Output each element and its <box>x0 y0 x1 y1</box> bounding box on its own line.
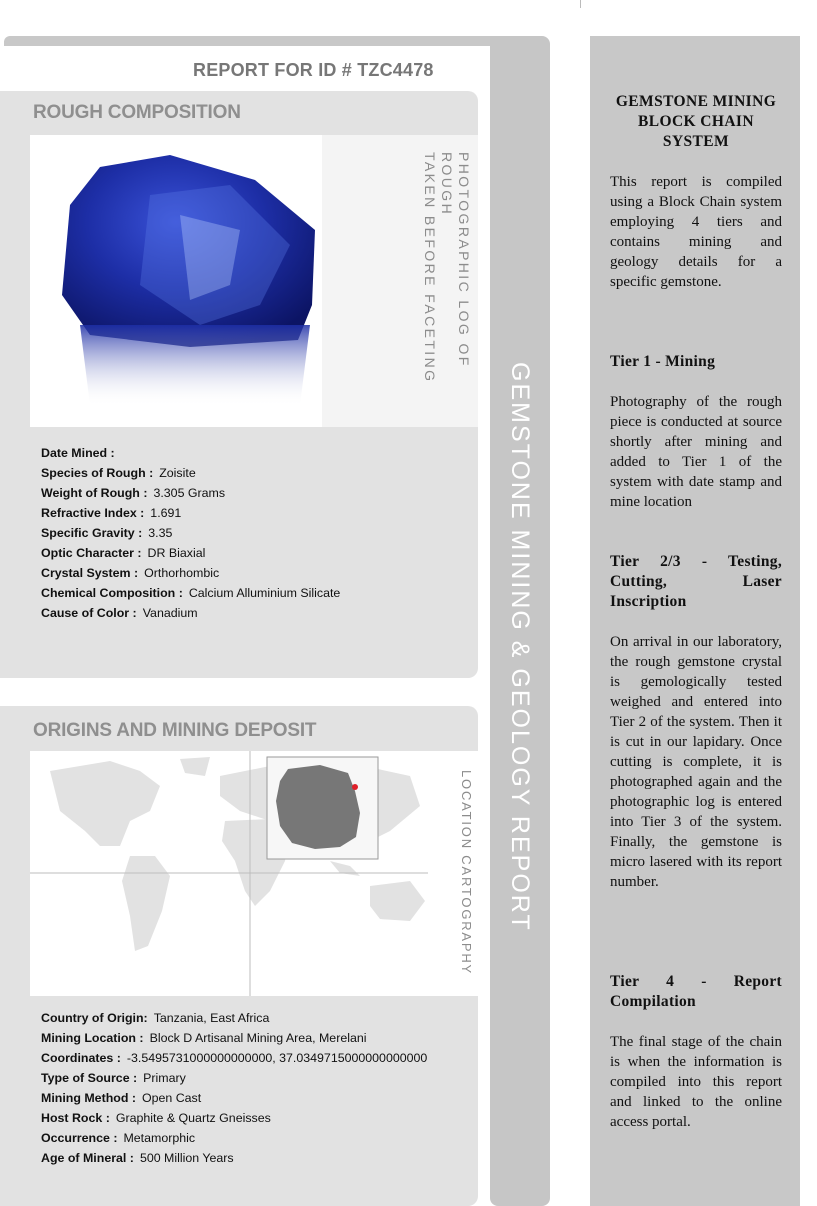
spec-label: Specific Gravity : <box>41 526 143 540</box>
spec-row <box>41 1091 201 1105</box>
spec-label: Occurrence : <box>41 1131 118 1145</box>
spec-value: Vanadium <box>142 606 198 620</box>
origins-title: ORIGINS AND MINING DEPOSIT <box>33 720 317 741</box>
blockchain-sidebar <box>590 36 800 1206</box>
spec-label: Host Rock : <box>41 1111 110 1125</box>
spec-value: 3.35 <box>148 526 173 540</box>
spec-label: Weight of Rough : <box>41 486 148 500</box>
spec-label: Chemical Composition : <box>41 586 183 600</box>
spec-row <box>41 1051 427 1065</box>
spec-value: Zoisite <box>159 466 196 480</box>
spec-label: Country of Origin: <box>41 1011 148 1025</box>
photo-caption-line1: PHOTOGRAPHIC LOG OF ROUGH <box>439 152 472 368</box>
header-bar <box>4 36 544 46</box>
mine-location-marker <box>352 784 358 790</box>
tier23-title: Tier 2/3 - Testing, Cutting, Laser Inscription <box>610 553 782 610</box>
spec-row <box>41 1131 195 1145</box>
spec-value: 3.305 Grams <box>153 486 226 500</box>
report-id: REPORT FOR ID # TZC4478 <box>193 60 434 80</box>
tanzania-inset-shape <box>276 765 360 849</box>
spec-row <box>41 1111 271 1125</box>
spec-row <box>41 606 198 620</box>
rough-photo-caption <box>438 152 472 422</box>
spec-value: Tanzania, East Africa <box>153 1011 270 1025</box>
gem-photo-icon <box>30 135 322 427</box>
tier4-text: The final stage of the chain is when the information is compiled into this report and linked to the online access portal. <box>610 1034 782 1130</box>
map-caption <box>458 770 475 985</box>
top-divider <box>580 0 581 8</box>
map-area <box>30 751 478 996</box>
spec-row <box>41 446 121 460</box>
tier1-title: Tier 1 - Mining <box>610 353 716 370</box>
vertical-report-title: GEMSTONE MINING & GEOLOGY REPORT <box>506 362 534 932</box>
spec-value: Calcium Alluminium Silicate <box>188 586 341 600</box>
spec-label: Crystal System : <box>41 566 139 580</box>
spec-value: -3.5495731000000000000, 37.0349715000000000000 <box>126 1051 428 1065</box>
sidebar-intro: This report is compiled using a Block Chain system employing 4 tiers and contains mining and geology details for a specific gemstone. <box>610 174 782 290</box>
spec-row <box>41 486 225 500</box>
spec-row <box>41 586 340 600</box>
tier23-text: On arrival in our laboratory, the rough gemstone crystal is gemologically tested weighed and entered into Tier 2 of the system. Then it is cut in our lapidary. Once cutting is complete, it is photographed again and the photographic log is entered into Tier 3 of the system. Finally, the gemstone is micro lasered with its report number. <box>610 634 782 890</box>
spec-value: Graphite & Quartz Gneisses <box>115 1111 271 1125</box>
spec-label: Refractive Index : <box>41 506 145 520</box>
spec-value: 500 Million Years <box>139 1151 234 1165</box>
spec-row <box>41 566 219 580</box>
spec-label: Cause of Color : <box>41 606 137 620</box>
spec-label: Mining Method : <box>41 1091 136 1105</box>
spec-label: Coordinates : <box>41 1051 121 1065</box>
spec-row <box>41 466 196 480</box>
spec-row <box>41 1031 367 1045</box>
spec-label: Type of Source : <box>41 1071 138 1085</box>
spec-row <box>41 546 205 560</box>
spec-value: Primary <box>143 1071 186 1085</box>
spec-value: DR Biaxial <box>147 546 206 560</box>
spec-row <box>41 526 172 540</box>
spec-row <box>41 1151 234 1165</box>
spec-label: Date Mined : <box>41 446 115 460</box>
spec-row <box>41 1011 269 1025</box>
rough-composition-title: ROUGH COMPOSITION <box>33 102 241 123</box>
photo-caption-line2: TAKEN BEFORE FACETING <box>422 152 438 384</box>
spec-value: Open Cast <box>141 1091 202 1105</box>
spec-value: Orthorhombic <box>144 566 220 580</box>
spec-value: 1.691 <box>150 506 182 520</box>
spec-row <box>41 1071 186 1085</box>
spec-value: Metamorphic <box>123 1131 196 1145</box>
spec-row <box>41 506 181 520</box>
tier4-title: Tier 4 - Report Compilation <box>610 973 782 1010</box>
tier1-text: Photography of the rough piece is conducted at source shortly after mining and added to Tier 1 of the system with date stamp and mine location <box>610 394 782 510</box>
spec-label: Species of Rough : <box>41 466 154 480</box>
rough-photo-caption-2 <box>421 152 438 422</box>
sidebar-title: GEMSTONE MINING BLOCK CHAIN SYSTEM <box>615 93 777 150</box>
rough-photo-area <box>30 135 478 427</box>
spec-label: Optic Character : <box>41 546 142 560</box>
spec-value: Block D Artisanal Mining Area, Merelani <box>149 1031 367 1045</box>
map-caption-text: LOCATION CARTOGRAPHY <box>459 770 474 976</box>
spec-label: Mining Location : <box>41 1031 144 1045</box>
spec-label: Age of Mineral : <box>41 1151 134 1165</box>
world-map-icon <box>30 751 428 996</box>
